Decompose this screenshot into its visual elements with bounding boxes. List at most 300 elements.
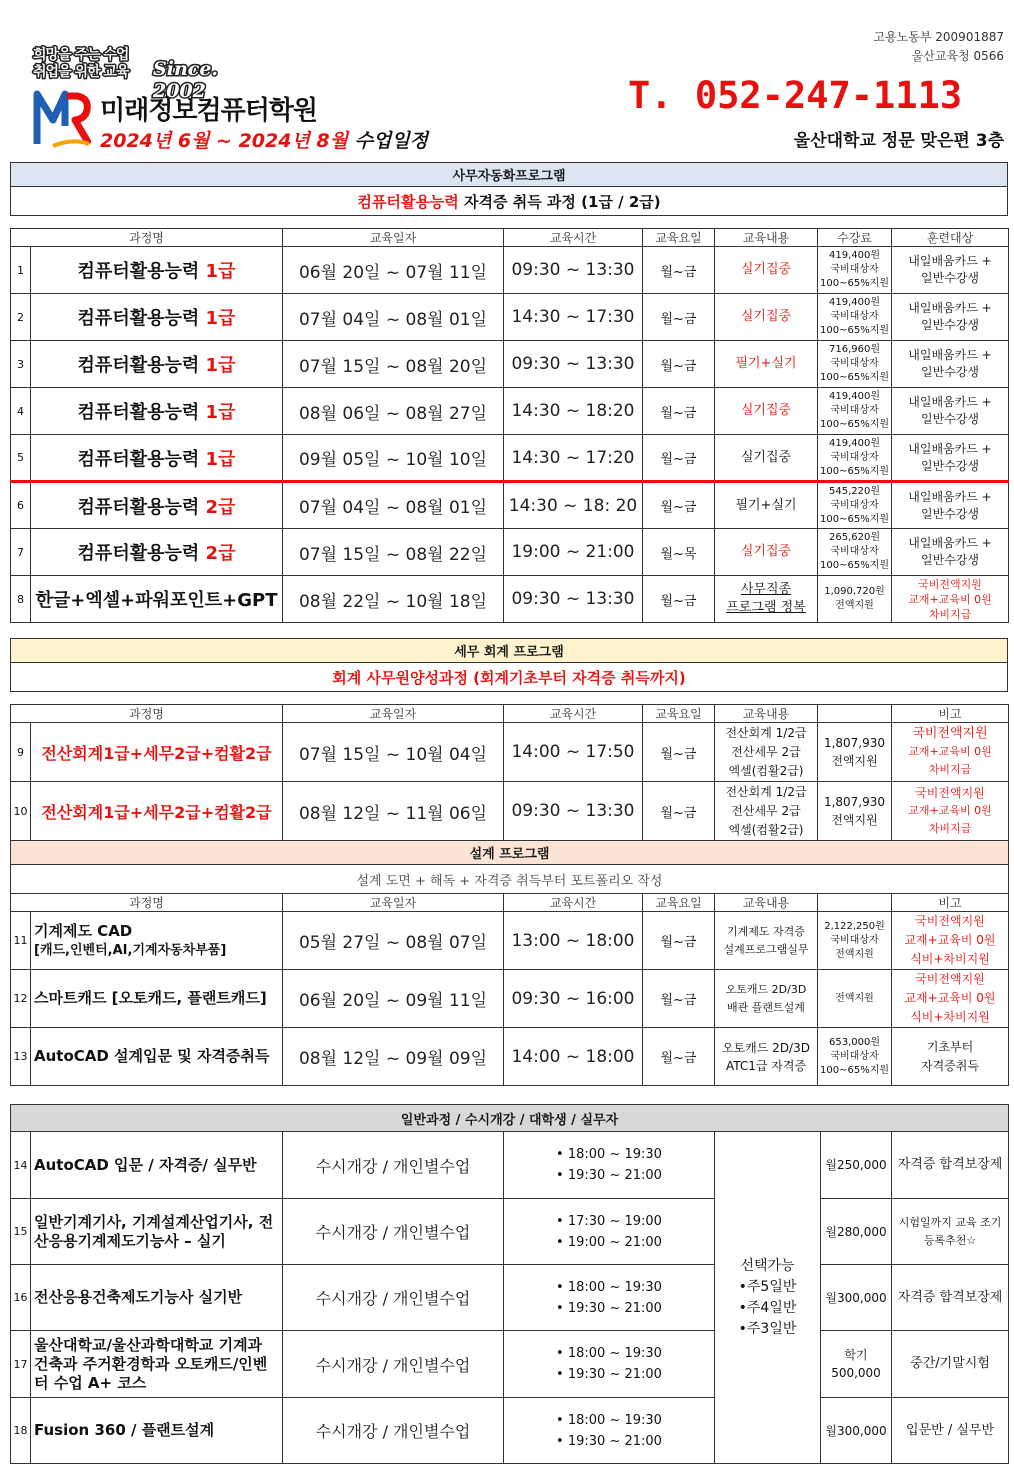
course-fee [818,912,892,970]
course-days: 월~금 [643,970,715,1028]
course-content: 실기집중 [715,294,818,341]
course-times [504,1132,715,1199]
schedule-period: 2024년 6월 ~ 2024년 8월 [100,130,348,152]
course-name [31,482,283,529]
fee-support: 전액지원 [835,600,874,611]
col-header: 교육시간 [504,705,643,723]
course-note: 자격증 합격보장제 [892,1132,1009,1199]
course-time: 19:00 ~ 21:00 [504,529,643,576]
course-dates: 수시개강 / 개인별수업 [283,1265,504,1331]
course-grade: 1급 [205,308,236,329]
course-days: 월~금 [643,294,715,341]
course-note [892,576,1009,623]
fee-support: 100~65%지원 [820,372,890,383]
time-slot: • 18:00 ~ 19:30 [556,1410,662,1431]
course-target [892,247,1009,294]
time-slot: • 19:30 ~ 21:00 [556,1298,662,1319]
target-line: 일반수강생 [921,458,979,473]
course-name: AutoCAD 입문 / 자격증/ 실무반 [31,1132,283,1199]
course-name [31,294,283,341]
course-time: 09:30 ~ 13:30 [504,576,643,623]
note-line: 국비전액지원 [915,786,985,800]
sec1-header-row [11,229,1009,247]
course-days: 월~금 [643,482,715,529]
col-header: 교육일자 [283,705,504,723]
course-name [31,247,283,294]
note-line: 식비+차비지원 [910,1010,990,1024]
course-target [892,435,1009,482]
course-content [715,723,818,782]
target-line: 내일배움카드 + [908,348,992,362]
course-dates: 07월 15일 ~ 08월 22일 [283,529,504,576]
choice-line: •주4일반 [738,1299,797,1316]
row-no: 17 [11,1331,31,1398]
course-dates: 수시개강 / 개인별수업 [283,1331,504,1398]
content-line: ATC1급 자격증 [725,1058,807,1073]
note-line: 자격증취득 [921,1058,979,1073]
fee-amount: 전액지원 [835,992,874,1004]
col-header: 교육일자 [283,229,504,247]
table-row[interactable] [11,723,1009,782]
fee-amount: 1,807,930 [823,795,886,809]
sec4-table [10,1104,1009,1464]
course-content: 필기+실기 [715,341,818,388]
course-name [31,1028,283,1086]
sec1-subtitle [11,187,1008,216]
slogan-line1: 희망을 주는 수업 [33,47,129,63]
course-fee [818,482,892,529]
col-header: 과정명 [11,229,283,247]
table-row[interactable] [11,341,1009,388]
course-dates: 07월 15일 ~ 08월 20일 [283,341,504,388]
course-name [31,970,283,1028]
schedule-title [100,126,428,153]
registration-info [874,28,1005,66]
table-row[interactable] [11,482,1009,529]
fee-amount: 265,620원 [828,532,880,543]
content-line: 전산세무 2급 [731,744,801,759]
content-line: 전산회계 1/2급 [725,725,807,740]
course-title: 기계제도 CAD [34,921,133,940]
sec1-subtitle-black: 자격증 취득 과정 (1급 / 2급) [464,192,661,211]
course-name [31,388,283,435]
course-fee [818,388,892,435]
course-times [504,1331,715,1398]
course-time: 14:30 ~ 17:20 [504,435,643,482]
course-note: 입문반 / 실무반 [892,1398,1009,1464]
course-dates: 수시개강 / 개인별수업 [283,1398,504,1464]
row-no: 10 [11,782,31,841]
course-grade: 1급 [205,355,236,376]
col-header: 교육요일 [643,229,715,247]
note-line: 차비지급 [928,822,972,835]
row-no: 8 [11,576,31,623]
content-line: 오토캐드 2D/3D [725,982,807,996]
col-header: 교육시간 [504,229,643,247]
target-line: 내일배움카드 + [908,536,992,550]
course-name [31,576,283,623]
table-row[interactable] [11,912,1009,970]
course-grade: 1급 [205,261,236,282]
course-fee: 월300,000 [821,1398,892,1464]
target-line: 일반수강생 [921,365,979,379]
course-time: 09:30 ~ 13:30 [504,782,643,841]
fee-target: 국비대상자 [830,546,879,557]
content-line: 전산회계 1/2급 [725,784,807,799]
course-name [31,529,283,576]
row-no: 6 [11,482,31,529]
content-line: 엑셀(컴활2급) [728,763,804,778]
course-title: AutoCAD 설계입문 및 자격증취득 [34,1047,270,1065]
content-line: 배관 플랜트설계 [727,1000,805,1014]
table-row[interactable] [11,782,1009,841]
col-header: 교육내용 [715,229,818,247]
fee-support: 전액지원 [835,948,874,960]
target-line: 내일배움카드 + [908,395,992,409]
sec1-banner [10,162,1008,216]
course-subtitle: [캐드,인벤터,AI,기계자동차부품] [34,942,227,958]
row-no: 3 [11,341,31,388]
course-dates: 07월 04일 ~ 08월 01일 [283,294,504,341]
slogan [33,44,263,102]
target-line: 일반수강생 [921,271,979,285]
table-row[interactable] [11,247,1009,294]
course-fee [818,1028,892,1086]
sec1-subtitle-red: 컴퓨터활용능력 [357,192,459,211]
time-slot: • 19:30 ~ 21:00 [556,1431,662,1452]
sec3-subtitle: 설계 도면 + 해독 + 자격증 취득부터 포트폴리오 작성 [11,865,1009,894]
course-grade: 2급 [205,496,236,518]
course-fee: 월300,000 [821,1265,892,1331]
sec1-table [10,228,1009,623]
course-dates: 09월 05일 ~ 10월 10일 [283,435,504,482]
row-no: 14 [11,1132,31,1199]
reg-labor: 고용노동부 200901887 [873,30,1004,44]
fee-target: 국비대상자 [830,934,879,946]
content-line: 설계프로그램실무 [723,942,809,956]
note-line: 교재+교육비 0원 [908,592,992,606]
fee-amount: 419,400원 [828,250,880,261]
course-name: 전산회계1급+세무2급+컴활2급 [31,723,283,782]
target-line: 내일배움카드 + [908,301,992,315]
course-days: 월~금 [643,247,715,294]
course-times [504,1398,715,1464]
sec2-title: 세무 회계 프로그램 [11,639,1008,663]
choice-options [715,1132,821,1464]
course-target [892,294,1009,341]
course-dates: 수시개강 / 개인별수업 [283,1132,504,1199]
course-time: 14:00 ~ 17:50 [504,723,643,782]
target-line: 일반수강생 [921,506,979,521]
course-name: 전산회계1급+세무2급+컴활2급 [31,782,283,841]
course-title: 컴퓨터활용능력 [77,261,206,282]
row-no: 16 [11,1265,31,1331]
course-fee: 월250,000 [821,1132,892,1199]
time-slot: • 17:30 ~ 19:00 [556,1211,662,1232]
sec2-header-row [11,705,1009,723]
time-slot: • 18:00 ~ 19:30 [556,1144,662,1165]
fee-support: 전액지원 [831,754,878,768]
course-time: 13:00 ~ 18:00 [504,912,643,970]
col-header: 교육요일 [643,705,715,723]
phone-number[interactable]: T. 052-247-1113 [628,74,963,117]
target-line: 내일배움카드 + [908,441,992,456]
course-title: 한글+엑셀+파워포인트+GPT [35,590,278,611]
row-no: 12 [11,970,31,1028]
target-line: 내일배움카드 + [908,489,992,504]
fee-support: 100~65%지원 [820,560,890,571]
fee-support: 100~65%지원 [820,325,890,336]
course-name: Fusion 360 / 플랜트설계 [31,1398,283,1464]
target-line: 내일배움카드 + [908,254,992,268]
choice-line: •주5일반 [738,1278,797,1295]
fee-amount: 716,960원 [828,344,880,355]
course-fee [818,294,892,341]
row-no: 13 [11,1028,31,1086]
fee-amount: 545,220원 [828,485,880,497]
course-title: 컴퓨터활용능력 [77,402,206,423]
fee-amount: 2,122,250원 [824,920,885,932]
row-no: 18 [11,1398,31,1464]
sec2-subtitle: 회계 사무원양성과정 (회계기초부터 자격증 취득까지) [11,663,1008,692]
col-header: 과정명 [11,894,283,912]
sec2-banner [10,638,1008,692]
table-row[interactable] [11,1331,1009,1398]
reg-edu: 울산교육청 0566 [911,49,1004,63]
fee-target: 국비대상자 [830,1050,879,1062]
fee-target: 국비대상자 [830,311,879,322]
course-target [892,482,1009,529]
row-no: 5 [11,435,31,482]
fee-support: 100~65%지원 [820,419,890,430]
course-fee [818,970,892,1028]
course-content [715,912,818,970]
course-note: 중간/기말시험 [892,1331,1009,1398]
academy-name: 미래정보컴퓨터학원 [100,96,318,126]
course-time: 14:30 ~ 18: 20 [504,482,643,529]
table-row[interactable] [11,1265,1009,1331]
course-fee [818,576,892,623]
course-title: 컴퓨터활용능력 [77,355,206,376]
time-slot: • 19:30 ~ 21:00 [556,1364,662,1385]
course-dates: 08월 12일 ~ 11월 06일 [283,782,504,841]
table-row[interactable] [11,576,1009,623]
course-grade: 1급 [205,448,236,470]
course-days: 월~목 [643,529,715,576]
course-dates: 07월 15일 ~ 10월 04일 [283,723,504,782]
course-content: 실기집중 [715,435,818,482]
note-line: 식비+차비지원 [910,952,990,966]
fee-support: 100~65%지원 [820,1064,890,1076]
fee-target: 국비대상자 [830,358,879,369]
content-line: 사무직종 [740,582,792,597]
course-times [504,1265,715,1331]
course-note [892,1028,1009,1086]
course-name: 전산응용건축제도기능사 실기반 [31,1265,283,1331]
row-no: 2 [11,294,31,341]
course-name [31,341,283,388]
course-dates: 08월 22일 ~ 10월 18일 [283,576,504,623]
course-time: 14:30 ~ 17:30 [504,294,643,341]
course-time: 09:30 ~ 13:30 [504,247,643,294]
course-fee: 학기 500,000 [821,1331,892,1398]
course-content: 실기집중 [715,529,818,576]
course-content [715,1028,818,1086]
col-header: 교육내용 [715,705,818,723]
course-target [892,388,1009,435]
course-days: 월~금 [643,912,715,970]
course-fee [818,435,892,482]
course-dates: 수시개강 / 개인별수업 [283,1199,504,1265]
fee-support: 100~65%지원 [820,465,890,477]
note-line: 차비지급 [928,763,972,776]
col-header: 교육요일 [643,894,715,912]
table-row[interactable] [11,970,1009,1028]
table-row[interactable] [11,294,1009,341]
course-content [715,782,818,841]
course-dates: 06월 20일 ~ 09월 11일 [283,970,504,1028]
course-time: 14:00 ~ 18:00 [504,1028,643,1086]
sec1-title: 사무자동화프로그램 [11,163,1008,187]
content-line: 전산세무 2급 [731,803,801,818]
course-fee [818,723,892,782]
course-note [892,912,1009,970]
slogan-line2: 취업을 위한 교육 [33,64,129,80]
course-name [31,435,283,482]
note-line: 교재+교육비 0원 [908,804,992,817]
col-header [818,894,892,912]
note-line: 국비전액지원 [915,972,985,986]
course-times [504,1199,715,1265]
col-header: 교육내용 [715,894,818,912]
course-fee [818,341,892,388]
note-line: 교재+교육비 0원 [908,745,992,758]
course-dates: 06월 20일 ~ 07월 11일 [283,247,504,294]
content-line: 기계제도 자격증 [727,924,805,938]
course-title: 컴퓨터활용능력 [77,543,206,564]
row-no: 9 [11,723,31,782]
course-content: 필기+실기 [715,482,818,529]
course-content [715,576,818,623]
course-target [892,341,1009,388]
course-title: 컴퓨터활용능력 [77,496,206,518]
course-title: 컴퓨터활용능력 [77,308,206,329]
course-note: 시험일까지 교육 조기등록추천☆ [892,1199,1009,1265]
sec4-title: 일반과정 / 수시개강 / 대학생 / 실무자 [11,1105,1009,1132]
course-title: 스마트캐드 [오토캐드, 플랜트캐드] [34,989,267,1007]
fee-amount: 419,400원 [828,437,880,449]
col-header [818,705,892,723]
course-grade: 1급 [205,402,236,423]
table-row[interactable] [11,388,1009,435]
fee-support: 전액지원 [831,813,878,827]
choice-line: 선택가능 [740,1257,795,1274]
course-note: 자격증 합격보장제 [892,1265,1009,1331]
course-note [892,782,1009,841]
col-header: 비고 [892,705,1009,723]
table-row[interactable] [11,1132,1009,1199]
content-line: 오토캐드 2D/3D [722,1040,810,1055]
note-line: 차비지급 [928,607,972,621]
note-line: 국비전액지원 [918,577,982,591]
fee-target: 국비대상자 [830,264,879,275]
course-days: 월~금 [643,1028,715,1086]
col-header: 훈련대상 [892,229,1009,247]
course-days: 월~금 [643,782,715,841]
sec2-table [10,704,1009,1086]
course-dates: 08월 06일 ~ 08월 27일 [283,388,504,435]
col-header: 수강료 [818,229,892,247]
table-row[interactable] [11,529,1009,576]
course-content: 실기집중 [715,388,818,435]
row-no: 11 [11,912,31,970]
sec3-title: 설계 프로그램 [11,841,1009,865]
fee-amount: 419,400원 [828,391,880,402]
course-dates: 08월 12일 ~ 09월 09일 [283,1028,504,1086]
fee-support: 100~65%지원 [820,513,890,525]
course-note [892,723,1009,782]
course-grade: 2급 [205,543,236,564]
time-slot: • 18:00 ~ 19:30 [556,1277,662,1298]
since-text: Since. 2002 [153,58,219,102]
course-fee [818,782,892,841]
course-fee: 월280,000 [821,1199,892,1265]
course-content [715,970,818,1028]
note-line: 교재+교육비 0원 [904,933,996,947]
course-note [892,970,1009,1028]
table-row[interactable] [11,1398,1009,1464]
course-days: 월~금 [643,341,715,388]
fee-amount: 419,400원 [828,297,880,308]
course-name [31,912,283,970]
course-dates: 07월 04일 ~ 08월 01일 [283,482,504,529]
course-title: 컴퓨터활용능력 [77,448,206,470]
col-header: 교육일자 [283,894,504,912]
course-days: 월~금 [643,723,715,782]
course-target [892,529,1009,576]
note-line: 국비전액지원 [915,914,985,928]
academy-logo-icon [33,86,91,148]
table-row[interactable] [11,1199,1009,1265]
course-dates: 05월 27일 ~ 08월 07일 [283,912,504,970]
col-header: 비고 [892,894,1009,912]
course-days: 월~금 [643,576,715,623]
course-time: 09:30 ~ 13:30 [504,341,643,388]
course-content: 실기집중 [715,247,818,294]
time-slot: • 19:30 ~ 21:00 [556,1165,662,1186]
course-fee [818,247,892,294]
row-no: 4 [11,388,31,435]
note-line: 기초부터 [926,1039,974,1054]
table-row[interactable] [11,435,1009,482]
target-line: 일반수강생 [921,553,979,567]
note-line: 국비전액지원 [912,726,988,741]
course-days: 월~금 [643,388,715,435]
course-name: 울산대학교/울산과학대학교 기계과 건축과 주거환경학과 오토캐드/인벤터 수업 A+ 코스 [31,1331,283,1398]
col-header: 과정명 [11,705,283,723]
course-time: 14:30 ~ 18:20 [504,388,643,435]
fee-target: 국비대상자 [830,405,879,416]
time-slot: • 19:00 ~ 21:00 [556,1232,662,1253]
fee-target: 국비대상자 [830,451,879,463]
fee-support: 100~65%지원 [820,278,890,289]
content-line: 프로그램 정복 [726,600,806,615]
sec3-header-row [11,894,1009,912]
table-row[interactable] [11,1028,1009,1086]
choice-line: •주3일반 [738,1320,797,1337]
course-fee [818,529,892,576]
col-header: 교육시간 [504,894,643,912]
